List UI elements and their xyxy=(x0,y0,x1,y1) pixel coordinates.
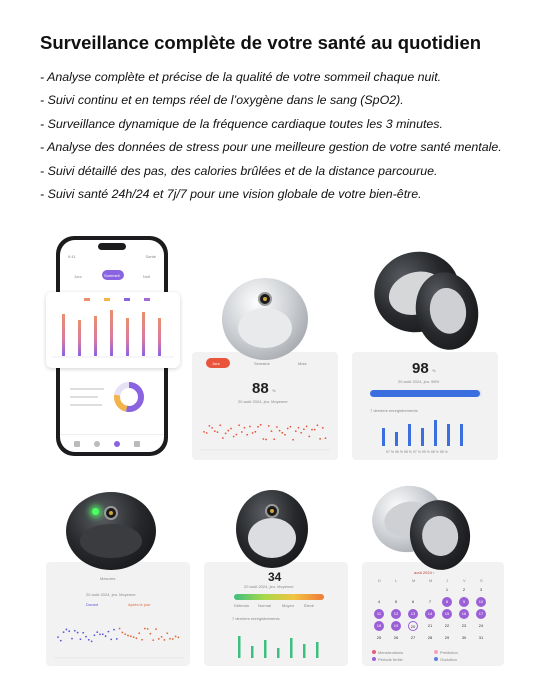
activity-scatter-chart xyxy=(54,616,184,662)
sleep-donut-chart xyxy=(112,380,146,414)
legend-swatch xyxy=(372,650,376,654)
activity-point xyxy=(91,640,93,642)
hr-point xyxy=(238,424,240,426)
hr-point xyxy=(303,428,305,430)
stress-bar-chart xyxy=(230,624,326,660)
hr-point xyxy=(298,427,300,429)
calendar-day[interactable]: 18 xyxy=(374,621,384,631)
hr-point xyxy=(225,433,227,435)
hr-point xyxy=(317,424,319,426)
ring-sensor-icon xyxy=(258,292,272,306)
hr-point xyxy=(268,425,270,427)
activity-point xyxy=(94,634,96,636)
calendar-day[interactable]: 4 xyxy=(377,599,381,604)
activity-point xyxy=(82,632,84,634)
hr-tab-day-label: Jour xyxy=(212,361,220,366)
activity-point xyxy=(108,631,110,633)
calendar-day[interactable]: 5 xyxy=(394,599,398,604)
activity-point xyxy=(172,638,174,640)
hr-point xyxy=(233,436,235,438)
hr-point xyxy=(284,434,286,436)
activity-point xyxy=(96,631,98,633)
hr-point xyxy=(325,437,327,439)
hr-point xyxy=(249,426,251,428)
calendar-day[interactable]: 26 xyxy=(393,635,399,640)
hr-point xyxy=(246,434,248,436)
hr-point xyxy=(244,427,246,429)
activity-point xyxy=(116,638,118,640)
spo2-bar xyxy=(382,428,385,446)
activity-point xyxy=(144,628,146,630)
activity-point xyxy=(175,636,177,638)
hr-point xyxy=(206,432,208,434)
hr-point xyxy=(314,429,316,431)
activity-legend-2: Après le jour xyxy=(128,602,151,607)
feature-steps: - Suivi détaillé des pas, des calories brûlées et de la distance parcourue. xyxy=(40,163,438,178)
calendar-weekday: M xyxy=(412,578,416,583)
green-led-icon xyxy=(92,508,99,515)
calendar-day[interactable]: 21 xyxy=(427,623,433,628)
calendar-day[interactable]: 2 xyxy=(462,587,466,592)
ring-inner xyxy=(238,308,292,348)
stress-bar xyxy=(316,642,319,658)
ring-inner xyxy=(426,285,469,337)
page-heading: Surveillance complète de votre santé au quotidien xyxy=(40,32,482,53)
calendar-weekday: S xyxy=(480,578,483,583)
hr-point xyxy=(271,430,273,432)
spo2-section-title: 7 derniers enregistrements xyxy=(370,408,418,413)
spo2-bar xyxy=(408,424,411,446)
activity-point xyxy=(77,632,79,634)
spo2-value: 98 xyxy=(412,360,429,377)
calendar-day[interactable]: 29 xyxy=(444,635,450,640)
calendar-weekday: V xyxy=(463,578,466,583)
spo2-bar xyxy=(434,420,437,446)
sleep-legend-line xyxy=(70,388,104,390)
calendar-month[interactable]: août 2024 › xyxy=(414,570,435,575)
calendar-day[interactable]: 17 xyxy=(476,609,486,619)
activity-point xyxy=(113,629,115,631)
phone-bottom-nav xyxy=(60,434,164,452)
activity-point xyxy=(158,638,160,640)
calendar-day[interactable]: 7 xyxy=(428,599,432,604)
calendar-weekday: M xyxy=(429,578,433,583)
phone-tab-sleep: Sommeil xyxy=(104,273,120,278)
calendar-day[interactable]: 31 xyxy=(478,635,484,640)
calendar-day[interactable]: 23 xyxy=(461,623,467,628)
calendar-day[interactable]: 22 xyxy=(444,623,450,628)
calendar-day[interactable]: 8 xyxy=(442,597,452,607)
spo2-unit: % xyxy=(432,368,436,373)
sleep-stages-bars xyxy=(52,306,174,362)
activity-point xyxy=(136,637,138,639)
stress-section-title: 7 derniers enregistrements xyxy=(232,616,280,621)
hr-point xyxy=(214,430,216,432)
calendar-day[interactable]: 12 xyxy=(391,609,401,619)
activity-point xyxy=(122,632,124,634)
spo2-progress-track xyxy=(370,390,482,397)
legend-swatch xyxy=(104,298,110,301)
heart-rate-panel xyxy=(192,352,338,460)
legend-swatch xyxy=(84,298,90,301)
stress-date: 20 août 2024, jeu. Moyenne xyxy=(244,584,294,589)
home-icon[interactable] xyxy=(74,441,80,447)
spo2-bar-chart xyxy=(376,414,476,448)
calendar-day[interactable]: 28 xyxy=(427,635,433,640)
activity-point xyxy=(99,633,101,635)
activity-point xyxy=(105,635,107,637)
phone-tab-day[interactable]: Jour xyxy=(74,274,82,279)
calendar-day[interactable]: 1 xyxy=(445,587,449,592)
silver-ring xyxy=(222,278,308,360)
hr-point xyxy=(217,431,219,433)
activity-panel xyxy=(46,562,190,666)
calendar-day[interactable]: 3 xyxy=(479,587,483,592)
stress-gauge-bar xyxy=(234,594,324,600)
hr-tab-week[interactable]: Semaine xyxy=(254,361,270,366)
stress-level-2: Normal xyxy=(258,603,271,608)
sleep-stages-card xyxy=(46,292,180,368)
activity-point xyxy=(150,633,152,635)
calendar-day[interactable]: 19 xyxy=(391,621,401,631)
black-ring-small xyxy=(236,490,308,568)
activity-point xyxy=(152,639,154,641)
hr-point xyxy=(308,435,310,437)
hr-point xyxy=(279,430,281,432)
calendar-weekday: J xyxy=(446,578,448,583)
activity-point xyxy=(161,636,163,638)
spo2-panel xyxy=(352,352,498,460)
feature-spo2: - Suivi continu et en temps réel de l’oxygène dans le sang (SpO2). xyxy=(40,93,404,108)
activity-point xyxy=(147,628,149,630)
activity-point xyxy=(80,638,82,640)
activity-point xyxy=(164,639,166,641)
spo2-bar xyxy=(460,424,463,446)
activity-point xyxy=(102,633,104,635)
activity-point xyxy=(155,628,157,630)
hr-point xyxy=(222,437,224,439)
sleep-legend-line xyxy=(70,396,98,398)
spo2-progress-fill xyxy=(370,390,480,397)
hr-point xyxy=(287,428,289,430)
activity-legend-1: Durant xyxy=(86,602,99,607)
stress-bar xyxy=(238,636,241,658)
hr-point xyxy=(230,428,232,430)
ring-sensor-icon xyxy=(265,504,279,518)
legend-swatch xyxy=(124,298,130,301)
spo2-footer-values: 97 % 96 % 98 % 97 % 99 % 98 % 98 % xyxy=(386,450,448,454)
activity-point xyxy=(110,638,112,640)
black-ring-glow xyxy=(66,492,156,570)
legend-swatch xyxy=(144,298,150,301)
hr-value: 88 xyxy=(252,380,269,397)
activity-point xyxy=(68,630,70,632)
activity-point xyxy=(178,636,180,638)
calendar-day[interactable]: 9 xyxy=(459,597,469,607)
hr-point xyxy=(211,427,213,429)
hr-point xyxy=(227,430,229,432)
stress-bar xyxy=(264,640,267,658)
hr-point xyxy=(319,438,321,440)
hr-point xyxy=(306,426,308,428)
legend-swatch xyxy=(372,657,376,661)
activity-point xyxy=(71,638,73,640)
stress-bar xyxy=(290,638,293,658)
activity-point xyxy=(60,640,62,642)
stress-panel xyxy=(204,562,348,666)
hr-point xyxy=(203,431,205,433)
calendar-day[interactable]: 20 xyxy=(408,621,418,631)
calendar-day[interactable]: 13 xyxy=(408,609,418,619)
hr-unit: % xyxy=(272,388,276,393)
ring-inner xyxy=(248,518,296,558)
hr-point xyxy=(260,424,262,426)
calendar-day[interactable]: 30 xyxy=(461,635,467,640)
calendar-day[interactable]: 6 xyxy=(411,599,415,604)
spo2-bar xyxy=(421,428,424,446)
profile-icon[interactable] xyxy=(134,441,140,447)
hr-point xyxy=(300,432,302,434)
hr-point xyxy=(209,425,211,427)
hr-date: 20 août 2024, jeu. Moyenne xyxy=(238,399,288,404)
calendar-day[interactable]: 16 xyxy=(459,609,469,619)
legend-swatch xyxy=(434,650,438,654)
hr-point xyxy=(257,426,259,428)
activity-point xyxy=(138,632,140,634)
activity-point xyxy=(133,636,135,638)
activity-point xyxy=(124,633,126,635)
ring-sensor-icon xyxy=(104,506,118,520)
calendar-day[interactable]: 14 xyxy=(425,609,435,619)
health-icon[interactable] xyxy=(114,441,120,447)
hr-scatter-chart xyxy=(200,410,330,454)
stress-level-3: Moyen xyxy=(282,603,295,608)
calendar-day[interactable]: 27 xyxy=(410,635,416,640)
hr-point xyxy=(290,426,292,428)
hr-point xyxy=(281,432,283,434)
phone-status-time: 9:41 xyxy=(68,254,76,259)
calendar-day[interactable]: 10 xyxy=(476,597,486,607)
activity-point xyxy=(88,639,90,641)
hr-point xyxy=(311,429,313,431)
calendar-day[interactable]: 25 xyxy=(376,635,382,640)
activity-point xyxy=(119,628,121,630)
activity-point xyxy=(141,639,143,641)
calendar-day[interactable]: 15 xyxy=(442,609,452,619)
hr-point xyxy=(252,432,254,434)
legend-swatch xyxy=(434,657,438,661)
hr-point xyxy=(263,438,265,440)
stress-value: 34 xyxy=(268,570,282,584)
hr-point xyxy=(295,430,297,432)
hr-point xyxy=(241,431,243,433)
spo2-bar xyxy=(447,424,450,446)
activity-point xyxy=(85,636,87,638)
ring-inner xyxy=(420,514,461,559)
hr-point xyxy=(254,431,256,433)
activity-point xyxy=(127,635,129,637)
calendar-weekday: D xyxy=(378,578,381,583)
feature-continuous: - Suivi santé 24h/24 et 7j/7 pour une vision globale de votre bien-être. xyxy=(40,187,422,202)
ring-inner xyxy=(80,524,142,558)
phone-tab-night[interactable]: Nuit xyxy=(142,274,150,279)
activity-point xyxy=(57,636,59,638)
phone-status-title: Santé xyxy=(145,254,156,259)
calendar-legend-3: Période fertile xyxy=(378,657,403,662)
hr-tab-month[interactable]: Mois xyxy=(298,361,307,366)
calendar-day[interactable]: 11 xyxy=(374,609,384,619)
feature-stress: - Analyse des données de stress pour une meilleure gestion de votre santé mentale. xyxy=(40,140,502,155)
hr-point xyxy=(265,439,267,441)
calendar-legend-1: Menstruations xyxy=(378,650,404,655)
feature-heart-rate: - Surveillance dynamique de la fréquence cardiaque toutes les 3 minutes. xyxy=(40,116,443,131)
activity-point xyxy=(169,638,171,640)
activity-point xyxy=(66,629,68,631)
stress-bar xyxy=(303,644,306,658)
activity-point xyxy=(63,631,65,633)
stress-level-1: Détendu xyxy=(234,603,250,608)
sleep-legend-line xyxy=(70,404,102,406)
activity-point xyxy=(74,630,76,632)
calendar-weekday: L xyxy=(395,578,398,583)
feature-list xyxy=(40,66,502,206)
calendar-day[interactable]: 24 xyxy=(478,623,484,628)
hr-point xyxy=(273,438,275,440)
activity-icon[interactable] xyxy=(94,441,100,447)
stress-bar xyxy=(277,648,280,658)
activity-point xyxy=(130,635,132,637)
cycle-calendar-panel xyxy=(362,562,504,666)
hr-point xyxy=(276,426,278,428)
stress-level-4: Élevé xyxy=(304,603,315,608)
activity-date: 20 août 2024, jeu. Moyenne xyxy=(86,592,136,597)
activity-point xyxy=(166,632,168,634)
calendar-legend-2: Prédiction xyxy=(440,650,458,655)
spo2-bar xyxy=(395,432,398,446)
stress-bar xyxy=(251,646,254,658)
activity-label: Mesures xyxy=(100,576,116,581)
hr-point xyxy=(219,424,221,426)
phone-notch xyxy=(98,243,126,250)
spo2-date: 20 août 2024, jeu. 98% xyxy=(398,379,440,384)
hr-point xyxy=(322,427,324,429)
calendar-legend-4: Ovulation xyxy=(440,657,457,662)
hr-point xyxy=(292,439,294,441)
feature-sleep: - Analyse complète et précise de la qualité de votre sommeil chaque nuit. xyxy=(40,70,442,84)
hr-point xyxy=(236,434,238,436)
